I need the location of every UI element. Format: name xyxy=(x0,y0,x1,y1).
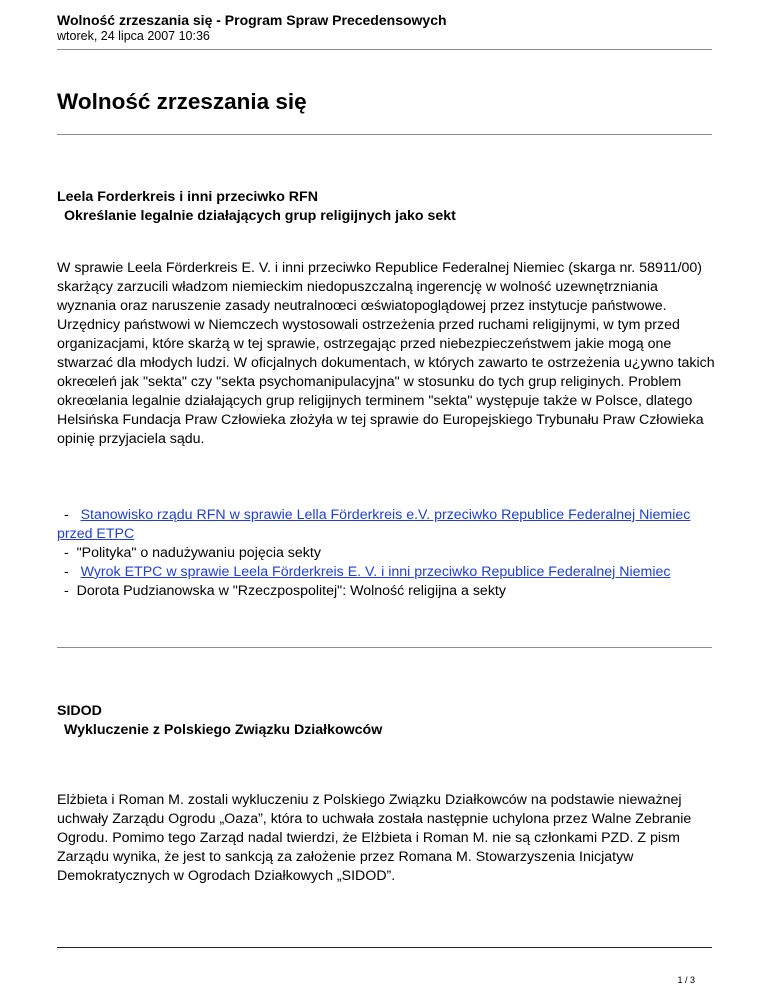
section-body-leela: W sprawie Leela Förderkreis E. V. i inni przeciwko Republice Federalnej Niemiec (skarga nr. 58911/00) skarżący zarzucili władzom niemieckim niedopuszczalną ingerencję w wolność uzewnętrzniania wyznania oraz naruszenie zasady neutralnoœci œświatopoglądowej przez instytucje państwowe. Urzędnicy państwowi w Niemczech wystosowali ostrzeżenia przed ruchami religijnymi, w tym przed organizacjami, które skarżą w tej sprawie, ostrzegając przed niebezpieczeństwem jakie mogą one stwarzać dla młodych ludzi. W oficjalnych dokumentach, w których zawarto te ostrzeżenia u¿ywno takich okreœleń jak "sekta" czy "sekta psychomanipulacyjna" w stosunku do tych grup religinych. Problem okreœlania legalnie działających grup religijnych terminem "sekta" występuje także w Polsce, dlatego Helsińska Fundacja Praw Człowieka złożyła w tej sprawie do Europejskiego Trybunału Praw Człowieka opinię przyjaciela sądu. xyxy=(57,260,715,447)
list-bullet: - xyxy=(64,507,69,523)
link-wyrok-etpc[interactable]: Wyrok ETPC w sprawie Leela Förderkreis E. V. i inni przeciwko Republice Federalnej Niemiec xyxy=(80,564,671,580)
section-subtitle-sidod: Wykluczenie z Polskiego Związku Działkowców xyxy=(64,722,383,738)
list-item-pudzianowska: Dorota Pudzianowska w "Rzeczpospolitej": Wolność religijna a sekty xyxy=(76,583,506,599)
related-links-list xyxy=(57,506,717,601)
list-bullet: - xyxy=(64,583,69,599)
list-item xyxy=(57,544,717,563)
header-divider xyxy=(57,49,712,50)
list-item xyxy=(57,563,717,582)
list-item xyxy=(57,582,717,601)
list-item-polityka: "Polityka" o nadużywaniu pojęcia sekty xyxy=(76,545,321,561)
section-subtitle-leela: Określanie legalnie działających grup religijnych jako sekt xyxy=(64,208,456,224)
section-body-sidod: Elżbieta i Roman M. zostali wykluczeniu z Polskiego Związku Działkowców na podstawie nieważnej uchwały Zarządu Ogrodu „Oaza”, która to uchwała została następnie uchylona przez Walne Zebranie Ogrodu. Pomimo tego Zarząd nadal twierdzi, że Elżbieta i Roman M. nie są członkami PZD. Z pism Zarządu wynika, że jest to sankcją za założenie przez Romana M. Stowarzyszenia Inicjatyw Demokratycznych w Ogrodach Działkowych „SIDOD”. xyxy=(57,792,692,884)
page-number: 1 / 3 xyxy=(677,975,695,985)
section-title-sidod: SIDOD xyxy=(57,703,102,719)
header-title: Wolność zrzeszania się - Program Spraw Precedensowych xyxy=(57,12,447,28)
list-item xyxy=(57,506,717,544)
footer-divider xyxy=(57,947,712,948)
header-date: wtorek, 24 lipca 2007 10:36 xyxy=(57,29,210,43)
section-divider xyxy=(57,647,712,648)
page-title: Wolność zrzeszania się xyxy=(57,89,307,114)
list-bullet: - xyxy=(64,564,69,580)
section-title-leela: Leela Forderkreis i inni przeciwko RFN xyxy=(57,189,318,205)
title-divider xyxy=(57,134,712,135)
document-header xyxy=(57,12,447,44)
link-stanowisko-rzadu-rfn[interactable]: Stanowisko rządu RFN w sprawie Lella Förderkreis e.V. przeciwko Republice Federalnej Niemiec przed ETPC xyxy=(57,507,691,542)
list-bullet: - xyxy=(64,545,69,561)
